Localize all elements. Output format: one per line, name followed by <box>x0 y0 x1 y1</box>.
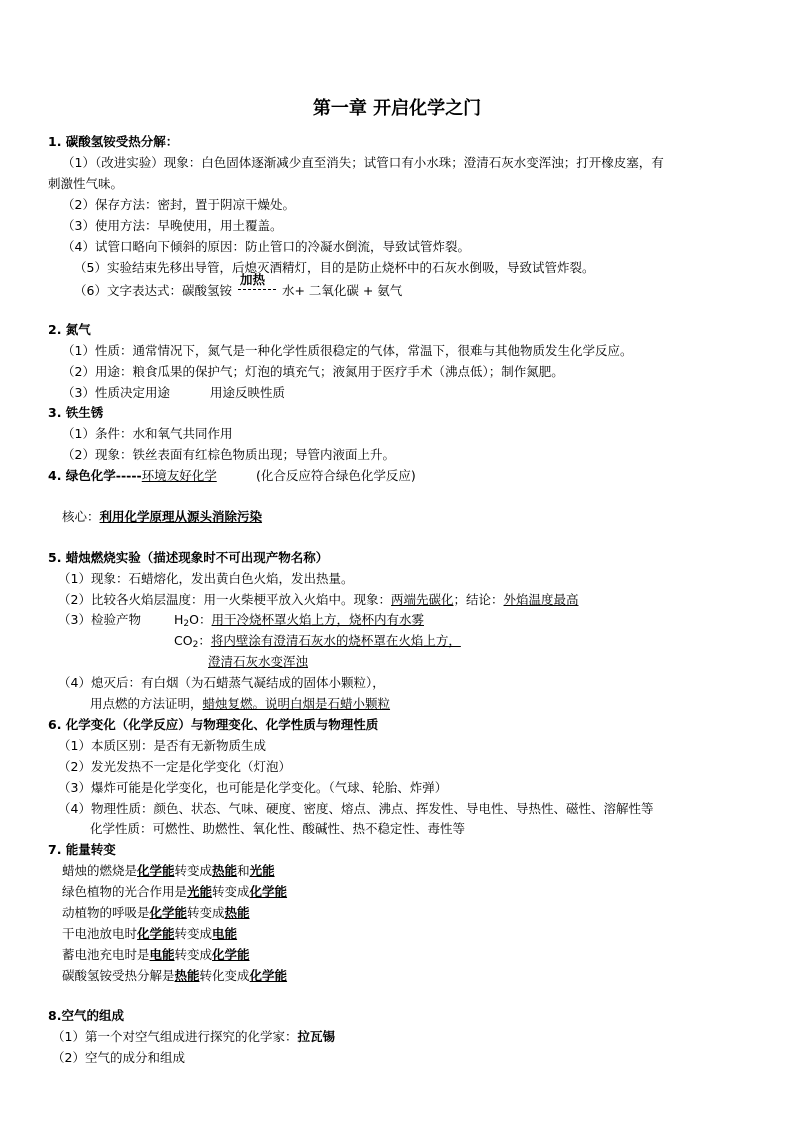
co2-sub: 2 <box>192 640 199 650</box>
energy-row-4-from: 化学能 <box>137 926 175 941</box>
energy-row-4 <box>62 926 237 942</box>
s3-line-2: （2）现象：铁丝表面有红棕色物质出现；导管内液面上升。 <box>62 447 395 462</box>
s8-line-1 <box>52 1029 335 1045</box>
s1-line-1b: 刺激性气味。 <box>48 176 124 191</box>
s1-line-5: （5）实验结束先移出导管，后熄灭酒精灯，目的是防止烧杯中的石灰水倒吸，导致试管炸裂。 <box>74 260 595 275</box>
s2-line-3b: 用途反映性质 <box>210 385 286 400</box>
s1-line-6-products: 水+ 二氧化碳 + 氨气 <box>281 283 403 298</box>
s2-line-2: （2）用途：粮食瓜果的保护气；灯泡的填充气；液氮用于医疗手术（沸点低）；制作氮肥。 <box>62 364 564 379</box>
s4-core-text: 利用化学原理从源头消除污染 <box>99 509 263 524</box>
energy-row-1-subject: 蜡烛的燃烧是 <box>62 863 138 878</box>
energy-row-1-verb: 转变成 <box>174 863 213 878</box>
section-1-heading: 1. 碳酸氢铵受热分解： <box>48 134 179 149</box>
section-6-heading: 6. 化学变化（化学反应）与物理变化、化学性质与物理性质 <box>48 717 379 732</box>
s5-line-1: （1）现象：石蜡熔化，发出黄白色火焰，发出热量。 <box>58 571 354 586</box>
s6-line-5: 化学性质：可燃性、助燃性、氧化性、酸碱性、热不稳定性、毒性等 <box>90 821 466 836</box>
condition-label: 加热 <box>239 272 265 287</box>
energy-row-3-subject: 动植物的呼吸是 <box>62 905 150 920</box>
energy-row-1-and: 和 <box>237 863 250 878</box>
s2-line-3a: （3）性质决定用途 <box>62 385 170 400</box>
s1-line-4: （4）试管口略向下倾斜的原因：防止管口的冷凝水倒流，导致试管炸裂。 <box>62 239 470 254</box>
s6-line-4: （4）物理性质：颜色、状态、气味、硬度、密度、熔点、沸点、挥发性、导电性、导热性、磁性、溶解性等 <box>58 801 654 816</box>
energy-row-2-subject: 绿色植物的光合作用是 <box>62 884 188 899</box>
energy-row-3 <box>62 905 250 921</box>
energy-row-3-verb: 转变成 <box>187 905 225 920</box>
energy-row-2-from: 光能 <box>187 884 213 899</box>
energy-row-6-from: 热能 <box>174 968 200 983</box>
energy-row-5 <box>62 947 250 963</box>
s4-core <box>62 509 262 525</box>
co2-colon: ： <box>198 633 211 648</box>
s5-line-3-label: （3）检验产物 <box>58 612 141 627</box>
s5-line-2-phenomenon: 两端先碳化 <box>390 592 454 607</box>
energy-row-4-to: 电能 <box>212 926 238 941</box>
h2o-formula <box>174 612 211 627</box>
section-4-line <box>48 468 217 484</box>
s1-line-2: （2）保存方法：密封，置于阴凉干燥处。 <box>62 197 295 212</box>
s4-note: (化合反应符合绿色化学反应) <box>256 468 416 483</box>
energy-row-3-from: 化学能 <box>149 905 188 920</box>
energy-row-2-to: 化学能 <box>249 884 288 899</box>
energy-row-1-from: 化学能 <box>137 863 175 878</box>
s5-line-2 <box>58 592 579 608</box>
section-2-heading: 2. 氮气 <box>48 322 91 337</box>
page-title: 第一章 开启化学之门 <box>312 98 482 119</box>
s6-line-3: （3）爆炸可能是化学变化，也可能是化学变化。（气球、轮胎、炸弹） <box>58 780 448 795</box>
s5-line-4b <box>90 696 390 712</box>
co2-co: CO <box>174 633 193 648</box>
s5-line-2-pre: （2）比较各火焰层温度：用一火柴梗平放入火焰中。现象： <box>58 592 391 607</box>
h2o-h: H <box>174 612 184 627</box>
section-5-heading: 5. 蜡烛燃烧实验（描述现象时不可出现产物名称） <box>48 550 329 565</box>
s1-line-6-reactant: （6）文字表达式：碳酸氢铵 <box>74 283 232 298</box>
energy-row-2 <box>62 884 287 900</box>
energy-row-1-to: 热能 <box>212 863 238 878</box>
reaction-arrow-line <box>238 289 276 290</box>
s8-line-1-chemist: 拉瓦锡 <box>297 1029 335 1044</box>
energy-row-6-subject: 碳酸氢铵受热分解是 <box>62 968 175 983</box>
energy-row-4-subject: 干电池放电时 <box>62 926 138 941</box>
s5-line-4b-result: 蜡烛复燃。说明白烟是石蜡小颗粒 <box>202 696 391 711</box>
s5-line-4b-pre: 用点燃的方法证明， <box>90 696 203 711</box>
reaction-condition <box>238 272 276 295</box>
s5-line-2-conclusion: 外焰温度最高 <box>503 592 579 607</box>
energy-row-5-verb: 转变成 <box>174 947 213 962</box>
s5-co2-result: 澄清石灰水变浑浊 <box>208 654 309 669</box>
section-8-heading: 8.空气的组成 <box>48 1008 124 1023</box>
energy-row-5-to: 化学能 <box>212 947 250 962</box>
energy-row-3-to: 热能 <box>224 905 250 920</box>
s5-co2-line <box>174 633 461 653</box>
s5-co2-test: 将内壁涂有澄清石灰水的烧杯罩在火焰上方， <box>210 633 461 648</box>
s3-line-1: （1）条件：水和氧气共同作用 <box>62 426 233 441</box>
s1-line-3: （3）使用方法：早晚使用，用土覆盖。 <box>62 218 283 233</box>
energy-row-2-verb: 转变成 <box>212 884 250 899</box>
energy-row-5-from: 电能 <box>149 947 175 962</box>
energy-row-6-to: 化学能 <box>249 968 288 983</box>
s4-green-chem: 环境友好化学 <box>141 468 217 483</box>
energy-row-5-subject: 蓄电池充电时是 <box>62 947 150 962</box>
section-7-heading: 7. 能量转变 <box>48 842 116 857</box>
energy-row-6 <box>62 968 287 984</box>
s5-line-4: （4）熄灭后：有白烟（为石蜡蒸气凝结成的固体小颗粒）， <box>58 675 385 690</box>
s5-line-2-mid: ；结论： <box>453 592 504 607</box>
s2-line-1: （1）性质：通常情况下，氮气是一种化学性质很稳定的气体，常温下，很难与其他物质发生化学反应。 <box>62 343 633 358</box>
energy-row-4-verb: 转变成 <box>174 926 213 941</box>
s1-line-1a: （1）（改进实验）现象：白色固体逐渐减少直至消失；试管口有小水珠；澄清石灰水变浑浊；打开橡皮塞，有 <box>62 155 664 170</box>
s1-line-6 <box>74 272 403 299</box>
co2-formula <box>174 633 211 648</box>
s6-line-1: （1）本质区别：是否有无新物质生成 <box>58 738 266 753</box>
energy-row-6-verb: 转化变成 <box>199 968 250 983</box>
h2o-sub: 2 <box>183 619 190 629</box>
s5-h2o-test: 用干冷烧杯罩火焰上方，烧杯内有水雾 <box>211 612 424 627</box>
energy-row-1 <box>62 863 275 879</box>
s8-line-2: （2）空气的成分和组成 <box>52 1050 185 1065</box>
s5-h2o-line <box>174 612 424 632</box>
energy-row-1-to2: 光能 <box>249 863 275 878</box>
s4-core-label: 核心： <box>62 509 100 524</box>
s8-line-1-pre: （1）第一个对空气组成进行探究的化学家： <box>52 1029 298 1044</box>
s4-prefix: 4. 绿色化学----- <box>48 468 142 483</box>
section-3-heading: 3. 铁生锈 <box>48 405 104 420</box>
s6-line-2: （2）发光发热不一定是化学变化（灯泡） <box>58 759 291 774</box>
h2o-o: O： <box>189 612 212 627</box>
